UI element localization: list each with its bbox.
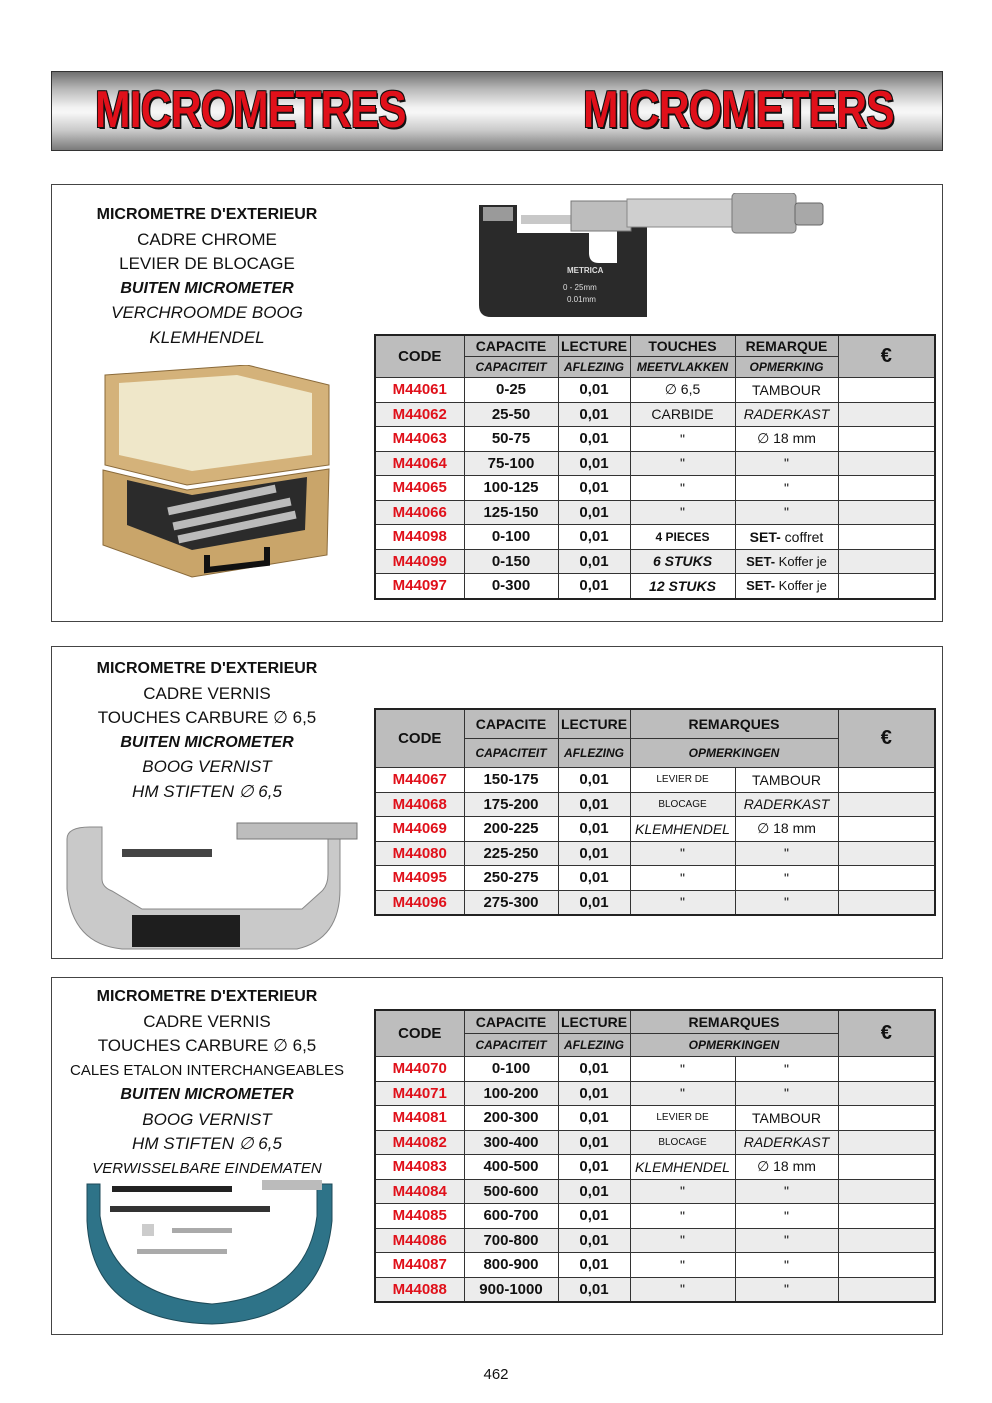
reading-cell: 0,01 xyxy=(558,500,630,525)
header-lecture: LECTURE xyxy=(558,1010,630,1034)
header-capacite: CAPACITE xyxy=(464,709,558,739)
remark1-cell: " xyxy=(630,1057,735,1082)
remark1-cell: " xyxy=(630,841,735,866)
price-cell xyxy=(838,1228,935,1253)
header-opmerking: OPMERKING xyxy=(735,357,838,378)
price-cell xyxy=(838,476,935,501)
table-header xyxy=(375,1010,935,1034)
code-cell: M44069 xyxy=(375,817,464,842)
header-capaciteit: CAPACITEIT xyxy=(464,357,558,378)
remark1-cell: " xyxy=(630,1277,735,1302)
remark2-cell: " xyxy=(735,1081,838,1106)
code-cell: M44084 xyxy=(375,1179,464,1204)
price-cell xyxy=(838,866,935,891)
touch-cell: 6 STUKS xyxy=(630,549,735,574)
desc-line: VERWISSELBARE EINDEMATEN xyxy=(92,1159,322,1177)
remark-cell: " xyxy=(735,451,838,476)
table-header xyxy=(375,709,935,739)
capacity-cell: 700-800 xyxy=(464,1228,558,1253)
image-range: 0 - 25mm xyxy=(563,283,597,292)
table-row xyxy=(375,1179,935,1204)
table-row xyxy=(375,1155,935,1180)
price-cell xyxy=(838,451,935,476)
capacity-cell: 0-150 xyxy=(464,549,558,574)
code-cell: M44068 xyxy=(375,792,464,817)
remark1-cell: " xyxy=(630,1228,735,1253)
section-varnished-micrometers xyxy=(51,646,943,959)
table-row xyxy=(375,476,935,501)
price-cell xyxy=(838,1081,935,1106)
remark1-cell: LEVIER DE xyxy=(630,768,735,793)
code-cell: M44088 xyxy=(375,1277,464,1302)
code-cell: M44098 xyxy=(375,525,464,550)
reading-cell: 0,01 xyxy=(558,817,630,842)
price-cell xyxy=(838,817,935,842)
reading-cell: 0,01 xyxy=(558,427,630,452)
touch-cell: " xyxy=(630,476,735,501)
capacity-cell: 275-300 xyxy=(464,890,558,915)
table-row xyxy=(375,1204,935,1229)
capacity-cell: 500-600 xyxy=(464,1179,558,1204)
table-row xyxy=(375,866,935,891)
table-header xyxy=(375,335,935,357)
remark2-cell: ∅ 18 mm xyxy=(735,817,838,842)
header-meetvlakken: MEETVLAKKEN xyxy=(630,357,735,378)
description xyxy=(52,657,362,804)
title-fr: MICROMETRES xyxy=(95,81,406,139)
capacity-cell: 0-300 xyxy=(464,574,558,599)
desc-line: HM STIFTEN ∅ 6,5 xyxy=(132,1134,282,1153)
reading-cell: 0,01 xyxy=(558,1081,630,1106)
reading-cell: 0,01 xyxy=(558,841,630,866)
code-cell: M44085 xyxy=(375,1204,464,1229)
remark2-cell: ∅ 18 mm xyxy=(735,1155,838,1180)
capacity-cell: 25-50 xyxy=(464,402,558,427)
code-cell: M44062 xyxy=(375,402,464,427)
code-cell: M44063 xyxy=(375,427,464,452)
remark1-cell: " xyxy=(630,866,735,891)
capacity-cell: 225-250 xyxy=(464,841,558,866)
remark2-cell: " xyxy=(735,866,838,891)
price-cell xyxy=(838,768,935,793)
reading-cell: 0,01 xyxy=(558,402,630,427)
price-cell xyxy=(838,1057,935,1082)
reading-cell: 0,01 xyxy=(558,866,630,891)
remark-text: coffret xyxy=(780,528,824,545)
capacity-cell: 0-25 xyxy=(464,378,558,403)
micrometer-photo xyxy=(477,193,837,321)
header-aflezing: AFLEZING xyxy=(558,357,630,378)
desc-line: CADRE VERNIS xyxy=(143,1011,271,1031)
table-row xyxy=(375,500,935,525)
reading-cell: 0,01 xyxy=(558,1228,630,1253)
desc-line: BOOG VERNIST xyxy=(142,757,272,776)
table-row xyxy=(375,549,935,574)
desc-line: CADRE VERNIS xyxy=(143,683,271,703)
table-row xyxy=(375,1228,935,1253)
set-label: SET- xyxy=(746,578,776,594)
remark-cell xyxy=(735,549,838,574)
capacity-cell: 600-700 xyxy=(464,1204,558,1229)
desc-line: BUITEN MICROMETER xyxy=(120,1086,294,1103)
set-label: SET- xyxy=(749,528,781,545)
table-row xyxy=(375,525,935,550)
capacity-cell: 175-200 xyxy=(464,792,558,817)
code-cell: M44080 xyxy=(375,841,464,866)
capacity-cell: 300-400 xyxy=(464,1130,558,1155)
capacity-cell: 400-500 xyxy=(464,1155,558,1180)
remark2-cell: TAMBOUR xyxy=(735,1106,838,1131)
remark1-cell: " xyxy=(630,890,735,915)
price-cell xyxy=(838,792,935,817)
header-remarque: REMARQUE xyxy=(735,335,838,357)
price-cell xyxy=(838,574,935,599)
price-cell xyxy=(838,402,935,427)
table-row xyxy=(375,1106,935,1131)
remark1-cell: " xyxy=(630,1204,735,1229)
header-price: € xyxy=(838,709,935,768)
desc-line: CALES ETALON INTERCHANGEABLES xyxy=(70,1061,344,1079)
table-row xyxy=(375,451,935,476)
code-cell: M44065 xyxy=(375,476,464,501)
remark-text: Koffer je xyxy=(775,553,827,569)
desc-line: LEVIER DE BLOCAGE xyxy=(119,254,295,273)
code-cell: M44081 xyxy=(375,1106,464,1131)
price-cell xyxy=(838,1277,935,1302)
reading-cell: 0,01 xyxy=(558,525,630,550)
remark1-cell: " xyxy=(630,1253,735,1278)
remark2-cell: RADERKAST xyxy=(735,792,838,817)
capacity-cell: 50-75 xyxy=(464,427,558,452)
desc-line: BUITEN MICROMETER xyxy=(120,279,294,297)
remark2-cell: " xyxy=(735,1057,838,1082)
reading-cell: 0,01 xyxy=(558,1106,630,1131)
code-cell: M44086 xyxy=(375,1228,464,1253)
remark2-cell: " xyxy=(735,1277,838,1302)
remark2-cell: " xyxy=(735,1179,838,1204)
touch-cell: ∅ 6,5 xyxy=(630,378,735,403)
remark2-cell: TAMBOUR xyxy=(735,768,838,793)
spec-table xyxy=(374,334,936,600)
image-brand: METRICA xyxy=(567,266,604,275)
remark-cell xyxy=(735,525,838,550)
capacity-cell: 100-200 xyxy=(464,1081,558,1106)
reading-cell: 0,01 xyxy=(558,378,630,403)
table-row xyxy=(375,1253,935,1278)
table-row xyxy=(375,841,935,866)
reading-cell: 0,01 xyxy=(558,890,630,915)
price-cell xyxy=(838,841,935,866)
page-number: 462 xyxy=(483,1366,509,1383)
remark1-cell: BLOCAGE xyxy=(630,792,735,817)
spec-table xyxy=(374,1009,936,1303)
code-cell: M44070 xyxy=(375,1057,464,1082)
header-lecture: LECTURE xyxy=(558,709,630,739)
desc-line: MICROMETRE D'EXTERIEUR xyxy=(96,988,318,1005)
code-cell: M44099 xyxy=(375,549,464,574)
remark2-cell: RADERKAST xyxy=(735,1130,838,1155)
capacity-cell: 200-300 xyxy=(464,1106,558,1131)
header-capacite: CAPACITE xyxy=(464,1010,558,1034)
price-cell xyxy=(838,525,935,550)
capacity-cell: 125-150 xyxy=(464,500,558,525)
code-cell: M44082 xyxy=(375,1130,464,1155)
table-row xyxy=(375,378,935,403)
remark1-cell: BLOCAGE xyxy=(630,1130,735,1155)
desc-line: KLEMHENDEL xyxy=(149,327,265,347)
remark-cell: TAMBOUR xyxy=(735,378,838,403)
capacity-cell: 800-900 xyxy=(464,1253,558,1278)
code-cell: M44066 xyxy=(375,500,464,525)
title-banner xyxy=(51,71,943,151)
table-row xyxy=(375,792,935,817)
touch-cell: " xyxy=(630,500,735,525)
header-remarques: REMARQUES xyxy=(630,709,838,739)
remark-cell: " xyxy=(735,500,838,525)
set-label: SET- xyxy=(746,553,776,569)
code-cell: M44087 xyxy=(375,1253,464,1278)
touch-cell: 12 STUKS xyxy=(630,574,735,599)
touch-cell: " xyxy=(630,427,735,452)
table-row xyxy=(375,1277,935,1302)
price-cell xyxy=(838,890,935,915)
code-cell: M44064 xyxy=(375,451,464,476)
desc-line: MICROMETRE D'EXTERIEUR xyxy=(96,206,318,223)
header-capaciteit: CAPACITEIT xyxy=(464,1034,558,1057)
desc-line: BUITEN MICROMETER xyxy=(120,733,294,751)
code-cell: M44061 xyxy=(375,378,464,403)
desc-line: TOUCHES CARBURE ∅ 6,5 xyxy=(97,708,317,727)
remark2-cell: " xyxy=(735,1228,838,1253)
header-code: CODE xyxy=(375,1010,464,1057)
reading-cell: 0,01 xyxy=(558,1130,630,1155)
price-cell xyxy=(838,378,935,403)
table-row xyxy=(375,768,935,793)
blue-micrometer-photo xyxy=(82,1176,342,1326)
table-row xyxy=(375,402,935,427)
remark-cell: RADERKAST xyxy=(735,402,838,427)
code-cell: M44083 xyxy=(375,1155,464,1180)
capacity-cell: 200-225 xyxy=(464,817,558,842)
desc-line: VERCHROOMDE BOOG xyxy=(111,303,303,322)
wooden-case-photo xyxy=(97,365,332,580)
header-code: CODE xyxy=(375,335,464,378)
header-price: € xyxy=(838,1010,935,1057)
desc-line: MICROMETRE D'EXTERIEUR xyxy=(96,660,318,677)
remark2-cell: " xyxy=(735,841,838,866)
remark2-cell: " xyxy=(735,1204,838,1229)
touch-cell: CARBIDE xyxy=(630,402,735,427)
reading-cell: 0,01 xyxy=(558,1179,630,1204)
desc-line: TOUCHES CARBURE ∅ 6,5 xyxy=(97,1036,317,1055)
reading-cell: 0,01 xyxy=(558,549,630,574)
price-cell xyxy=(838,1204,935,1229)
capacity-cell: 900-1000 xyxy=(464,1277,558,1302)
reading-cell: 0,01 xyxy=(558,1204,630,1229)
reading-cell: 0,01 xyxy=(558,792,630,817)
table-row xyxy=(375,1130,935,1155)
table-row xyxy=(375,427,935,452)
table-row xyxy=(375,1081,935,1106)
section-interchangeable-anvils xyxy=(51,977,943,1335)
header-price: € xyxy=(838,335,935,378)
capacity-cell: 150-175 xyxy=(464,768,558,793)
header-capaciteit: CAPACITEIT xyxy=(464,739,558,768)
price-cell xyxy=(838,1253,935,1278)
header-opmerkingen: OPMERKINGEN xyxy=(630,739,838,768)
reading-cell: 0,01 xyxy=(558,451,630,476)
code-cell: M44097 xyxy=(375,574,464,599)
table-row xyxy=(375,817,935,842)
price-cell xyxy=(838,1155,935,1180)
desc-line: BOOG VERNIST xyxy=(142,1109,272,1129)
reading-cell: 0,01 xyxy=(558,1155,630,1180)
header-aflezing: AFLEZING xyxy=(558,1034,630,1057)
header-aflezing: AFLEZING xyxy=(558,739,630,768)
table-row xyxy=(375,890,935,915)
capacity-cell: 250-275 xyxy=(464,866,558,891)
image-resolution: 0.01mm xyxy=(567,295,596,304)
description xyxy=(52,985,362,1181)
remark1-cell: " xyxy=(630,1179,735,1204)
reading-cell: 0,01 xyxy=(558,1057,630,1082)
remark-cell: " xyxy=(735,476,838,501)
price-cell xyxy=(838,549,935,574)
code-cell: M44071 xyxy=(375,1081,464,1106)
remark2-cell: " xyxy=(735,1253,838,1278)
touch-cell: " xyxy=(630,451,735,476)
large-micrometer-photo xyxy=(62,819,362,954)
remark1-cell: KLEMHENDEL xyxy=(630,1155,735,1180)
remark1-cell: LEVIER DE xyxy=(630,1106,735,1131)
price-cell xyxy=(838,1179,935,1204)
header-capacite: CAPACITE xyxy=(464,335,558,357)
table-row xyxy=(375,1057,935,1082)
price-cell xyxy=(838,427,935,452)
capacity-cell: 75-100 xyxy=(464,451,558,476)
reading-cell: 0,01 xyxy=(558,476,630,501)
price-cell xyxy=(838,1106,935,1131)
reading-cell: 0,01 xyxy=(558,574,630,599)
code-cell: M44096 xyxy=(375,890,464,915)
header-lecture: LECTURE xyxy=(558,335,630,357)
code-cell: M44095 xyxy=(375,866,464,891)
remark2-cell: " xyxy=(735,890,838,915)
price-cell xyxy=(838,1130,935,1155)
capacity-cell: 0-100 xyxy=(464,525,558,550)
title-nl: MICROMETERS xyxy=(583,81,894,139)
reading-cell: 0,01 xyxy=(558,1253,630,1278)
desc-line: HM STIFTEN ∅ 6,5 xyxy=(132,781,282,801)
remark1-cell: KLEMHENDEL xyxy=(630,817,735,842)
price-cell xyxy=(838,500,935,525)
header-opmerkingen: OPMERKINGEN xyxy=(630,1034,838,1057)
reading-cell: 0,01 xyxy=(558,768,630,793)
table-row xyxy=(375,574,935,599)
touch-cell: 4 PIECES xyxy=(630,525,735,550)
capacity-cell: 0-100 xyxy=(464,1057,558,1082)
reading-cell: 0,01 xyxy=(558,1277,630,1302)
spec-table xyxy=(374,708,936,916)
remark-cell: ∅ 18 mm xyxy=(735,427,838,452)
header-code: CODE xyxy=(375,709,464,768)
remark-cell xyxy=(735,574,838,599)
remark-text: Koffer je xyxy=(775,578,827,594)
section-chrome-micrometers xyxy=(51,184,943,622)
code-cell: M44067 xyxy=(375,768,464,793)
header-touches: TOUCHES xyxy=(630,335,735,357)
desc-line: CADRE CHROME xyxy=(137,229,277,249)
header-remarques: REMARQUES xyxy=(630,1010,838,1034)
description xyxy=(52,203,362,350)
remark1-cell: " xyxy=(630,1081,735,1106)
capacity-cell: 100-125 xyxy=(464,476,558,501)
